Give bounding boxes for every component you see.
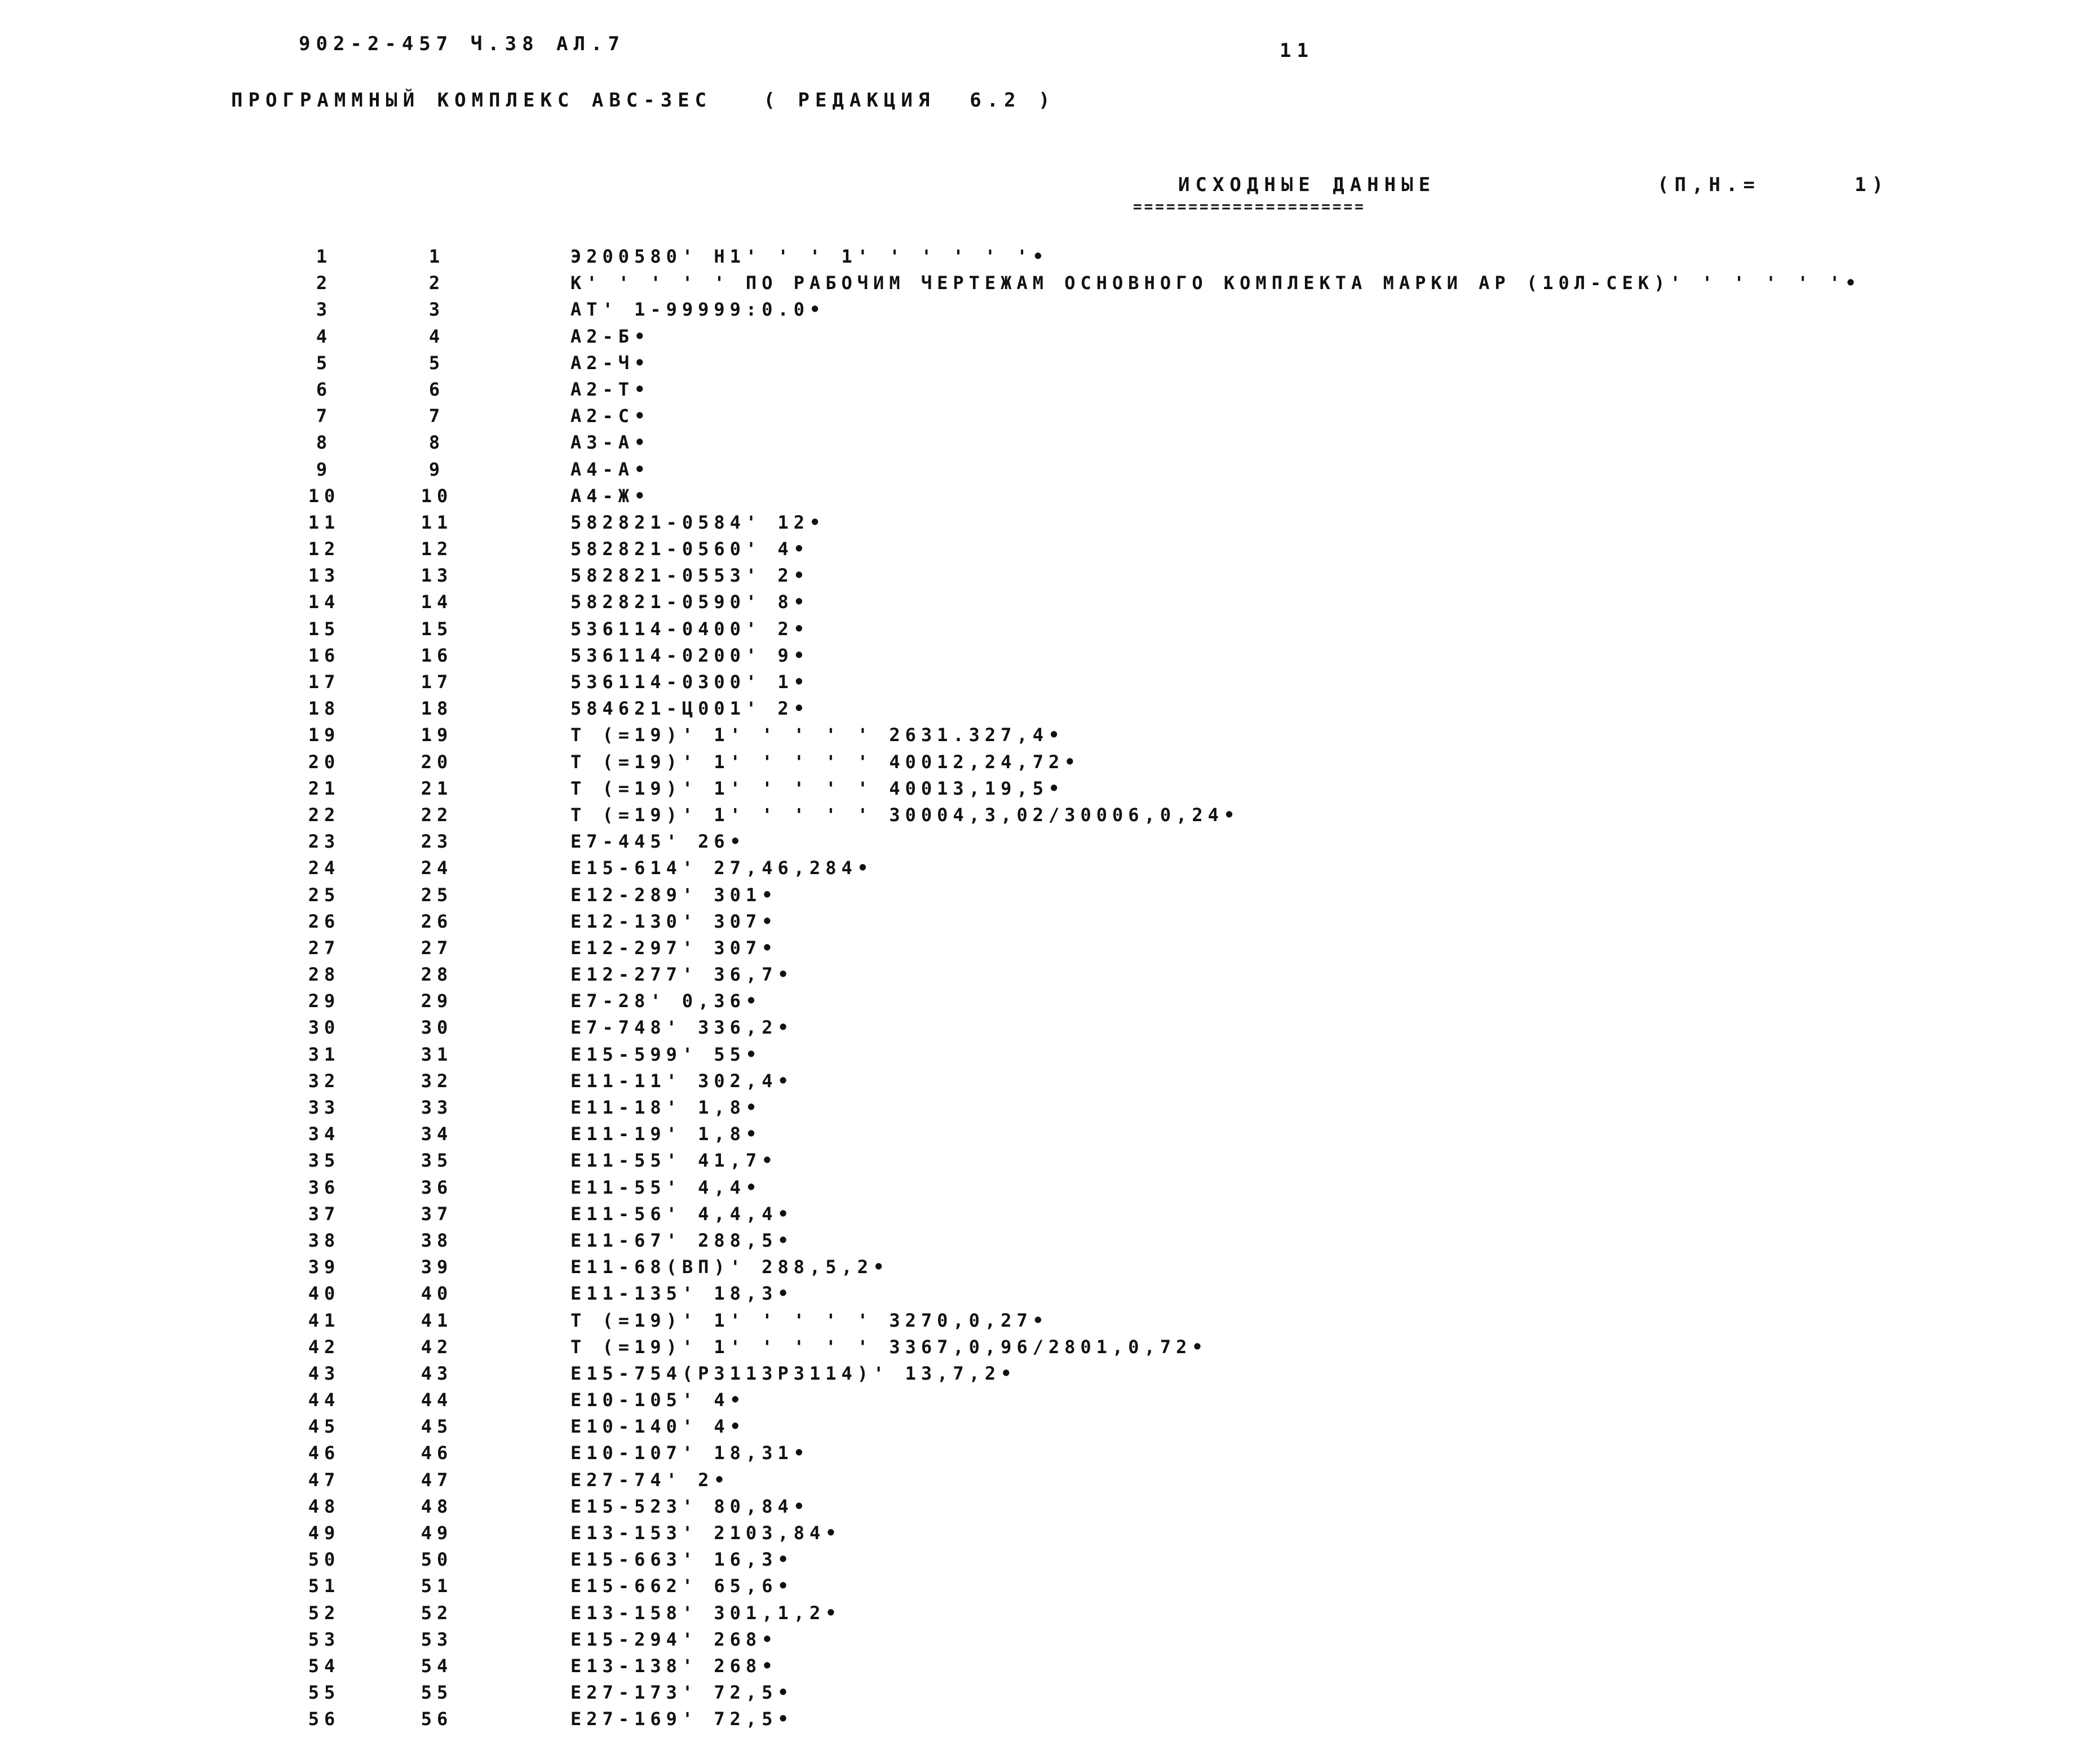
row-record-number: 1 [428, 246, 445, 267]
row-sequence-number: 9 [316, 458, 333, 480]
listing-row [0, 775, 2097, 802]
row-record-number: 10 [421, 485, 453, 507]
row-record-number: 5 [428, 352, 445, 374]
listing-row [0, 908, 2097, 935]
row-sequence-number: 16 [308, 644, 340, 666]
row-record-text: 582821-0590' 8• [570, 591, 809, 613]
row-sequence-number: 6 [316, 378, 333, 400]
section-title-underline: ===================== [1133, 198, 1366, 215]
row-record-number: 17 [421, 671, 453, 693]
row-sequence-number: 40 [308, 1283, 340, 1305]
row-record-number: 50 [421, 1549, 453, 1571]
row-sequence-number: 52 [308, 1602, 340, 1624]
row-record-number: 16 [421, 644, 453, 666]
row-record-number: 34 [421, 1123, 453, 1145]
listing-row [0, 1573, 2097, 1599]
row-sequence-number: 10 [308, 485, 340, 507]
row-sequence-number: 42 [308, 1336, 340, 1358]
row-record-text: Е7-748' 336,2• [570, 1017, 794, 1039]
listing-row [0, 749, 2097, 775]
listing-row [0, 1706, 2097, 1732]
row-record-text: Е12-297' 307• [570, 937, 778, 959]
row-sequence-number: 46 [308, 1442, 340, 1464]
listing-row [0, 669, 2097, 695]
row-record-text: Е27-169' 72,5• [570, 1708, 794, 1730]
listing-row [0, 1520, 2097, 1546]
row-record-number: 15 [421, 618, 453, 640]
row-record-number: 54 [421, 1655, 453, 1677]
row-sequence-number: 43 [308, 1362, 340, 1384]
listing-row [0, 1201, 2097, 1227]
row-record-number: 55 [421, 1682, 453, 1704]
listing-row [0, 882, 2097, 908]
row-record-text: Е11-18' 1,8• [570, 1097, 762, 1118]
row-record-text: Е13-138' 268• [570, 1655, 778, 1677]
row-record-text: Т (=19)' 1' ' ' ' ' 3367,0,96/2801,0,72• [570, 1336, 1208, 1358]
row-record-text: Е15-663' 16,3• [570, 1549, 794, 1571]
row-sequence-number: 15 [308, 618, 340, 640]
row-record-text: Е15-523' 80,84• [570, 1495, 809, 1517]
listing-row [0, 243, 2097, 270]
row-sequence-number: 14 [308, 591, 340, 613]
row-record-text: А3-А• [570, 432, 651, 454]
row-sequence-number: 28 [308, 964, 340, 986]
row-record-number: 38 [421, 1229, 453, 1251]
row-sequence-number: 17 [308, 671, 340, 693]
row-record-text: А4-Ж• [570, 485, 651, 507]
page-number: 11 [1280, 39, 1314, 62]
row-record-number: 24 [421, 857, 453, 879]
section-code: (П,Н.= [1657, 174, 1760, 196]
listing-row [0, 1308, 2097, 1334]
listing-row [0, 403, 2097, 429]
row-sequence-number: 44 [308, 1389, 340, 1411]
row-record-text: Е15-599' 55• [570, 1043, 762, 1065]
row-sequence-number: 5 [316, 352, 333, 374]
row-record-number: 28 [421, 964, 453, 986]
row-record-text: Е27-173' 72,5• [570, 1682, 794, 1704]
row-sequence-number: 47 [308, 1469, 340, 1491]
row-record-number: 7 [428, 405, 445, 427]
listing-row [0, 1068, 2097, 1094]
listing-row [0, 1147, 2097, 1174]
listing-row [0, 1653, 2097, 1679]
row-record-text: Т (=19)' 1' ' ' ' ' 40013,19,5• [570, 777, 1065, 799]
row-record-text: Е13-158' 301,1,2• [570, 1602, 842, 1624]
listing-row [0, 1360, 2097, 1387]
row-record-text: Т (=19)' 1' ' ' ' ' 2631.327,4• [570, 724, 1065, 746]
row-record-text: Т (=19)' 1' ' ' ' ' 30004,3,02/30006,0,24• [570, 804, 1240, 826]
row-sequence-number: 53 [308, 1628, 340, 1650]
row-sequence-number: 35 [308, 1150, 340, 1172]
section-title: ИСХОДНЫЕ ДАННЫЕ [1178, 174, 1436, 196]
listing-row [0, 1493, 2097, 1520]
listing-row [0, 1041, 2097, 1068]
listing-row [0, 562, 2097, 589]
row-sequence-number: 7 [316, 405, 333, 427]
row-sequence-number: 49 [308, 1522, 340, 1544]
listing-row [0, 961, 2097, 988]
row-record-number: 23 [421, 831, 453, 853]
listing-row [0, 1174, 2097, 1201]
row-record-text: Э200580' Н1' ' ' 1' ' ' ' ' '• [570, 246, 1048, 267]
row-record-text: Е11-55' 41,7• [570, 1150, 778, 1172]
row-record-text: 582821-0553' 2• [570, 565, 809, 587]
listing-row [0, 802, 2097, 828]
row-record-text: А2-Б• [570, 325, 651, 347]
listing-row [0, 1121, 2097, 1147]
row-sequence-number: 23 [308, 831, 340, 853]
row-record-number: 35 [421, 1150, 453, 1172]
row-record-number: 32 [421, 1070, 453, 1092]
row-record-number: 22 [421, 804, 453, 826]
row-record-number: 40 [421, 1283, 453, 1305]
row-record-text: А2-Ч• [570, 352, 651, 374]
row-record-text: Е12-289' 301• [570, 884, 778, 906]
row-record-text: Е7-445' 26• [570, 831, 746, 853]
document-code: 902-2-457 Ч.38 АЛ.7 [299, 33, 625, 55]
listing-row [0, 1600, 2097, 1626]
row-record-text: Е13-153' 2103,84• [570, 1522, 842, 1544]
row-sequence-number: 50 [308, 1549, 340, 1571]
row-record-text: 536114-0400' 2• [570, 618, 809, 640]
listing-row [0, 1440, 2097, 1466]
row-record-number: 3 [428, 299, 445, 321]
row-record-number: 56 [421, 1708, 453, 1730]
row-sequence-number: 3 [316, 299, 333, 321]
program-title: ПРОГРАММНЫЙ КОМПЛЕКС АВС-ЗЕС ( РЕДАКЦИЯ 6.2 ) [231, 89, 1056, 112]
row-record-number: 9 [428, 458, 445, 480]
row-record-text: Е11-11' 302,4• [570, 1070, 794, 1092]
row-record-number: 36 [421, 1176, 453, 1198]
row-sequence-number: 4 [316, 325, 333, 347]
row-record-text: Е11-68(ВП)' 288,5,2• [570, 1256, 890, 1278]
listing-row [0, 1387, 2097, 1413]
listing-row [0, 536, 2097, 562]
row-record-number: 48 [421, 1495, 453, 1517]
listing-row [0, 429, 2097, 456]
row-record-number: 11 [421, 511, 453, 533]
row-record-text: 584621-Ц001' 2• [570, 698, 809, 720]
listing-row [0, 376, 2097, 403]
row-record-number: 2 [428, 272, 445, 294]
row-sequence-number: 34 [308, 1123, 340, 1145]
listing-row [0, 456, 2097, 483]
row-record-number: 42 [421, 1336, 453, 1358]
listing-row [0, 1546, 2097, 1573]
section-number: 1) [1855, 174, 1889, 196]
row-record-text: Е12-130' 307• [570, 910, 778, 932]
row-sequence-number: 29 [308, 990, 340, 1012]
row-sequence-number: 19 [308, 724, 340, 746]
listing-row [0, 616, 2097, 642]
listing-row [0, 988, 2097, 1014]
listing-row [0, 1014, 2097, 1041]
row-record-text: Е11-56' 4,4,4• [570, 1203, 794, 1225]
listing-row [0, 855, 2097, 881]
row-record-number: 4 [428, 325, 445, 347]
row-sequence-number: 38 [308, 1229, 340, 1251]
row-sequence-number: 30 [308, 1017, 340, 1039]
row-record-text: К' ' ' ' ' ПО РАБОЧИМ ЧЕРТЕЖАМ ОСНОВНОГО КОМПЛЕКТА МАРКИ АР (10Л-СЕК)' ' ' ' ' '• [570, 272, 1861, 294]
row-sequence-number: 55 [308, 1682, 340, 1704]
row-record-number: 13 [421, 565, 453, 587]
row-record-text: Е27-74' 2• [570, 1469, 730, 1491]
row-sequence-number: 27 [308, 937, 340, 959]
row-sequence-number: 11 [308, 511, 340, 533]
row-record-text: Е12-277' 36,7• [570, 964, 794, 986]
row-record-text: Е10-105' 4• [570, 1389, 746, 1411]
row-record-text: Е11-135' 18,3• [570, 1283, 794, 1305]
row-sequence-number: 24 [308, 857, 340, 879]
row-record-text: Т (=19)' 1' ' ' ' ' 3270,0,27• [570, 1309, 1048, 1331]
listing-row [0, 323, 2097, 350]
row-record-text: Е15-614' 27,46,284• [570, 857, 874, 879]
listing-row [0, 1626, 2097, 1653]
row-record-text: А2-Т• [570, 378, 651, 400]
row-record-text: Е11-55' 4,4• [570, 1176, 762, 1198]
row-sequence-number: 20 [308, 751, 340, 773]
row-sequence-number: 41 [308, 1309, 340, 1331]
row-record-number: 53 [421, 1628, 453, 1650]
row-record-text: Е10-140' 4• [570, 1416, 746, 1438]
listing-row [0, 828, 2097, 855]
row-record-text: Е15-754(Р3113Р3114)' 13,7,2• [570, 1362, 1017, 1384]
row-record-text: Е7-28' 0,36• [570, 990, 762, 1012]
row-record-number: 27 [421, 937, 453, 959]
row-record-number: 44 [421, 1389, 453, 1411]
row-sequence-number: 2 [316, 272, 333, 294]
row-sequence-number: 56 [308, 1708, 340, 1730]
row-record-number: 8 [428, 432, 445, 454]
row-record-text: 582821-0584' 12• [570, 511, 826, 533]
row-sequence-number: 32 [308, 1070, 340, 1092]
row-record-number: 52 [421, 1602, 453, 1624]
row-record-number: 29 [421, 990, 453, 1012]
row-record-number: 49 [421, 1522, 453, 1544]
row-record-text: Е15-294' 268• [570, 1628, 778, 1650]
row-record-number: 51 [421, 1575, 453, 1597]
row-sequence-number: 31 [308, 1043, 340, 1065]
listing-row [0, 270, 2097, 296]
row-sequence-number: 25 [308, 884, 340, 906]
row-record-number: 46 [421, 1442, 453, 1464]
listing-row [0, 589, 2097, 615]
row-sequence-number: 36 [308, 1176, 340, 1198]
row-record-number: 12 [421, 538, 453, 560]
row-sequence-number: 21 [308, 777, 340, 799]
row-record-text: Е11-67' 288,5• [570, 1229, 794, 1251]
row-record-text: 536114-0300' 1• [570, 671, 809, 693]
row-record-number: 20 [421, 751, 453, 773]
listing-row [0, 1254, 2097, 1280]
row-record-text: Е11-19' 1,8• [570, 1123, 762, 1145]
listing-row [0, 642, 2097, 669]
row-record-number: 30 [421, 1017, 453, 1039]
data-listing [0, 243, 2097, 1733]
row-sequence-number: 54 [308, 1655, 340, 1677]
row-record-text: Е15-662' 65,6• [570, 1575, 794, 1597]
row-sequence-number: 48 [308, 1495, 340, 1517]
row-sequence-number: 22 [308, 804, 340, 826]
row-sequence-number: 33 [308, 1097, 340, 1118]
listing-row [0, 483, 2097, 509]
listing-row [0, 722, 2097, 748]
listing-row [0, 1413, 2097, 1440]
listing-row [0, 695, 2097, 722]
row-sequence-number: 45 [308, 1416, 340, 1438]
row-record-number: 21 [421, 777, 453, 799]
row-record-number: 37 [421, 1203, 453, 1225]
row-record-text: А2-С• [570, 405, 651, 427]
row-record-number: 39 [421, 1256, 453, 1278]
listing-row [0, 296, 2097, 323]
row-record-number: 47 [421, 1469, 453, 1491]
listing-row [0, 1679, 2097, 1706]
listing-row [0, 935, 2097, 961]
row-record-number: 41 [421, 1309, 453, 1331]
row-sequence-number: 39 [308, 1256, 340, 1278]
row-sequence-number: 12 [308, 538, 340, 560]
row-record-number: 19 [421, 724, 453, 746]
row-record-number: 43 [421, 1362, 453, 1384]
row-sequence-number: 13 [308, 565, 340, 587]
row-record-text: Е10-107' 18,31• [570, 1442, 809, 1464]
listing-row [0, 1280, 2097, 1307]
row-sequence-number: 26 [308, 910, 340, 932]
row-record-number: 25 [421, 884, 453, 906]
row-record-number: 33 [421, 1097, 453, 1118]
row-record-number: 14 [421, 591, 453, 613]
listing-row [0, 1227, 2097, 1254]
row-record-number: 45 [421, 1416, 453, 1438]
row-record-number: 26 [421, 910, 453, 932]
row-sequence-number: 8 [316, 432, 333, 454]
listing-row [0, 1467, 2097, 1493]
row-record-number: 6 [428, 378, 445, 400]
listing-row [0, 1094, 2097, 1121]
row-record-number: 31 [421, 1043, 453, 1065]
listing-row [0, 350, 2097, 376]
row-record-text: 536114-0200' 9• [570, 644, 809, 666]
row-record-text: АТ' 1-99999:0.0• [570, 299, 826, 321]
row-record-text: Т (=19)' 1' ' ' ' ' 40012,24,72• [570, 751, 1081, 773]
row-sequence-number: 18 [308, 698, 340, 720]
row-sequence-number: 1 [316, 246, 333, 267]
listing-row [0, 509, 2097, 536]
listing-row [0, 1334, 2097, 1360]
row-sequence-number: 37 [308, 1203, 340, 1225]
row-record-text: 582821-0560' 4• [570, 538, 809, 560]
row-sequence-number: 51 [308, 1575, 340, 1597]
row-record-number: 18 [421, 698, 453, 720]
row-record-text: А4-А• [570, 458, 651, 480]
